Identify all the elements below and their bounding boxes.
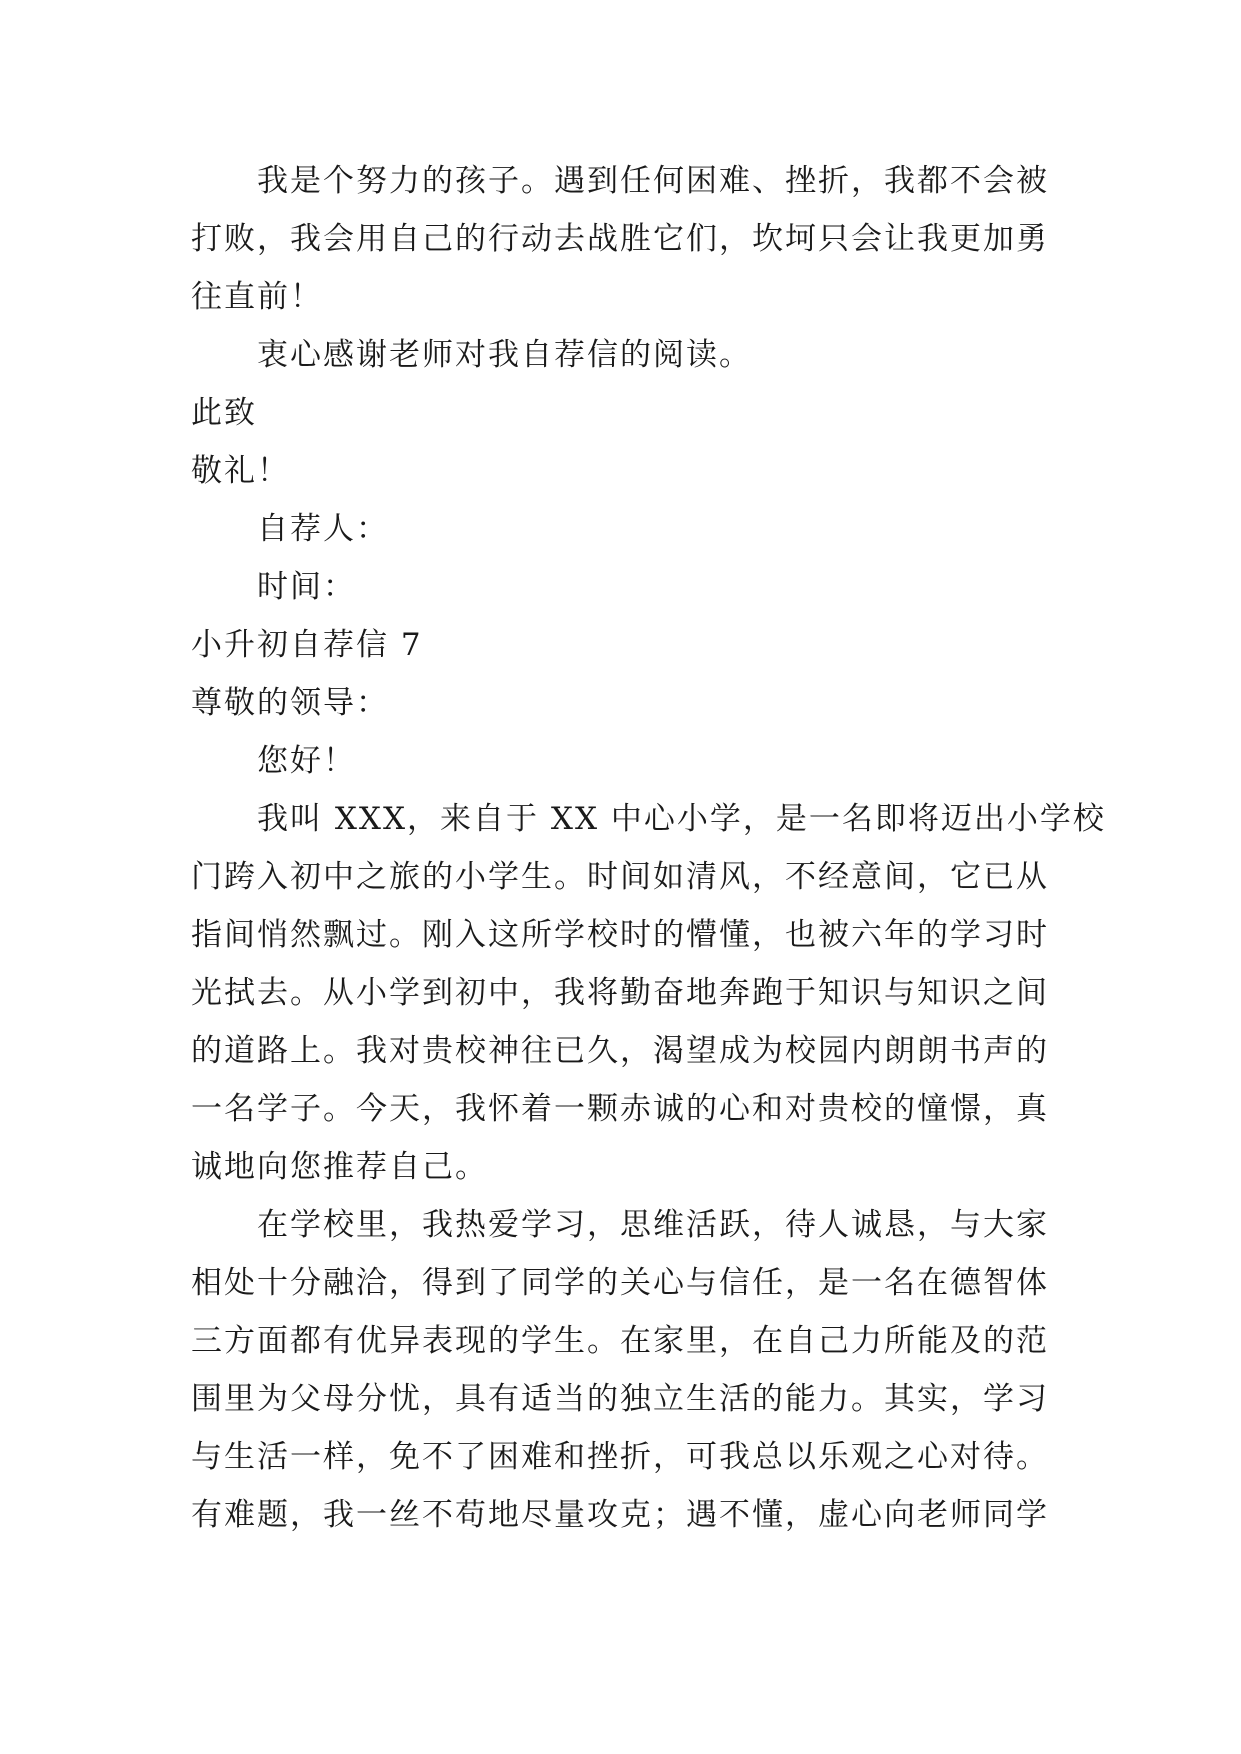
paragraph-line: 与生活一样，免不了困难和挫折，可我总以乐观之心对待。	[191, 1439, 1049, 1475]
section-title: 小升初自荐信 7	[191, 627, 423, 663]
paragraph-line: 围里为父母分忧，具有适当的独立生活的能力。其实，学习	[191, 1381, 1049, 1417]
paragraph-line: 门跨入初中之旅的小学生。时间如清风，不经意间，它已从	[191, 859, 1049, 895]
closing-line: 敬礼！	[191, 453, 290, 489]
signature-label: 自荐人：	[257, 511, 389, 547]
paragraph-line: 往直前！	[191, 279, 323, 315]
paragraph-line: 一名学子。今天，我怀着一颗赤诚的心和对贵校的憧憬，真	[191, 1091, 1049, 1127]
paragraph-line: 光拭去。从小学到初中，我将勤奋地奔跑于知识与知识之间	[191, 975, 1049, 1011]
document-body	[191, 152, 1106, 1544]
closing-line: 此致	[191, 395, 257, 431]
paragraph-line: 的道路上。我对贵校神往已久，渴望成为校园内朗朗书声的	[191, 1033, 1049, 1069]
greeting: 您好！	[257, 743, 356, 779]
paragraph-line: 三方面都有优异表现的学生。在家里，在自己力所能及的范	[191, 1323, 1049, 1359]
paragraph-line: 衷心感谢老师对我自荐信的阅读。	[257, 337, 752, 373]
salutation: 尊敬的领导：	[191, 685, 389, 721]
paragraph-line: 在学校里，我热爱学习，思维活跃，待人诚恳，与大家	[257, 1207, 1049, 1243]
paragraph-line: 我叫 XXX，来自于 XX 中心小学，是一名即将迈出小学校	[257, 801, 1106, 837]
paragraph-line: 打败，我会用自己的行动去战胜它们，坎坷只会让我更加勇	[191, 221, 1049, 257]
paragraph-line: 诚地向您推荐自己。	[191, 1149, 488, 1185]
paragraph-line: 有难题，我一丝不苟地尽量攻克；遇不懂，虚心向老师同学	[191, 1497, 1049, 1533]
paragraph-line: 指间悄然飘过。刚入这所学校时的懵懂，也被六年的学习时	[191, 917, 1049, 953]
date-label: 时间：	[257, 569, 356, 605]
paragraph-line: 相处十分融洽，得到了同学的关心与信任，是一名在德智体	[191, 1265, 1049, 1301]
paragraph-line: 我是个努力的孩子。遇到任何困难、挫折，我都不会被	[257, 163, 1049, 199]
